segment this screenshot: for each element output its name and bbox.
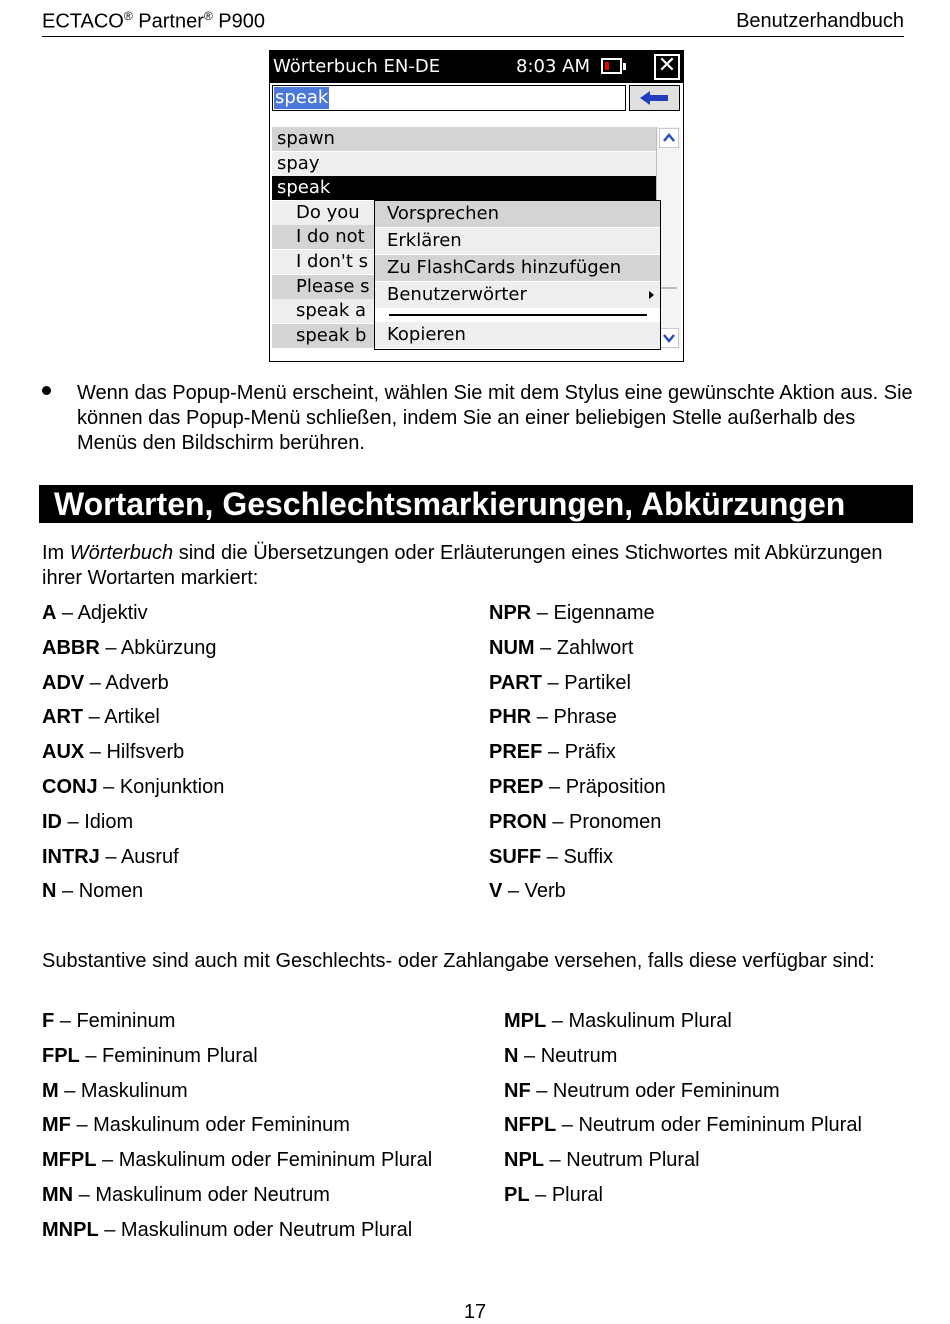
abbreviation-dash: – <box>56 602 78 624</box>
abbreviation-meaning: Plural <box>551 1184 603 1206</box>
device-screenshot <box>269 50 684 362</box>
abbreviation-meaning: Neutrum Plural <box>566 1149 700 1172</box>
intro-text-italic: Wörterbuch <box>69 542 174 564</box>
abbreviation-entry <box>489 810 661 835</box>
abbreviation-dash: – <box>96 1149 119 1172</box>
abbreviation-meaning: Eigenname <box>553 602 655 624</box>
page-number: 17 <box>463 1301 487 1323</box>
abbreviation-code: NPR <box>489 602 532 624</box>
abbreviation-meaning: Neutrum oder Femininum <box>552 1079 780 1102</box>
abbreviation-meaning: Idiom <box>84 810 134 833</box>
abbreviation-entry <box>42 1044 258 1069</box>
word-list-item[interactable]: speak a <box>272 299 656 323</box>
abbreviation-meaning: Neutrum <box>540 1044 618 1067</box>
scroll-down-icon[interactable] <box>659 328 679 348</box>
word-list-item[interactable]: Do you <box>272 201 656 225</box>
abbreviation-code: PHR <box>489 706 532 729</box>
close-icon[interactable]: ✕ <box>654 54 680 80</box>
abbreviation-entry <box>42 775 224 800</box>
abbreviation-entry <box>504 1113 862 1138</box>
abbreviation-dash: – <box>546 810 570 833</box>
abbreviation-code: CONJ <box>42 776 98 798</box>
abbreviation-code: PART <box>489 671 542 694</box>
abbreviation-entry <box>42 1009 175 1034</box>
battery-tip <box>623 63 626 70</box>
device-title-bar <box>270 51 683 83</box>
abbreviation-meaning: Artikel <box>104 706 160 729</box>
abbreviation-dash: – <box>531 706 554 729</box>
device-app-title: Wörterbuch EN-DE <box>273 56 441 77</box>
abbreviation-meaning: Maskulinum oder Neutrum Plural <box>120 1218 413 1241</box>
abbreviation-entry <box>489 601 655 626</box>
abbreviation-entry <box>504 1148 700 1173</box>
abbreviation-meaning: Abkürzung <box>120 636 217 659</box>
abbreviation-code: M <box>42 1079 59 1102</box>
abbreviation-meaning: Adverb <box>105 671 169 694</box>
abbreviation-dash: – <box>530 1079 553 1102</box>
abbreviation-entry <box>504 1044 617 1069</box>
abbreviation-meaning: Adjektiv <box>77 602 148 624</box>
abbreviation-meaning: Maskulinum oder Femininum <box>93 1114 350 1137</box>
abbreviation-entry <box>489 845 613 870</box>
abbreviation-dash: – <box>99 845 121 868</box>
abbreviation-dash: – <box>543 776 566 798</box>
abbreviation-dash: – <box>546 1010 569 1032</box>
model-name: P900 <box>218 10 265 33</box>
abbreviation-dash: – <box>83 706 105 729</box>
popup-menu-item[interactable]: Zu FlashCards hinzufügen <box>375 255 660 281</box>
popup-menu <box>374 200 661 350</box>
abbreviation-code: AUX <box>42 741 85 764</box>
gender-paragraph: Substantive sind auch mit Geschlechts- oder Zahlangabe versehen, falls diese verfügbar sind: <box>42 950 875 972</box>
intro-text-after: sind die Übersetzungen oder Erläuterungen eines Stichwortes mit Abkürzungen ihrer Wortarten markiert: <box>42 542 883 589</box>
abbreviation-dash: – <box>541 671 565 694</box>
abbreviation-meaning: Zahlwort <box>556 636 634 659</box>
abbreviation-dash: – <box>84 741 107 764</box>
popup-menu-item[interactable]: Benutzerwörter <box>375 282 660 308</box>
registered-mark: ® <box>123 9 133 23</box>
abbreviation-code: SUFF <box>489 845 542 868</box>
abbreviation-dash: – <box>99 636 121 659</box>
abbreviation-entry <box>42 705 160 730</box>
abbreviation-code: MPL <box>504 1010 547 1032</box>
word-list-item[interactable]: speak <box>272 176 656 200</box>
abbreviation-entry <box>42 1183 330 1208</box>
abbreviation-entry <box>42 879 143 904</box>
abbreviation-code: FPL <box>42 1044 80 1067</box>
abbreviation-entry <box>489 705 617 730</box>
abbreviation-meaning: Femininum Plural <box>102 1044 258 1067</box>
abbreviation-meaning: Maskulinum oder Neutrum <box>95 1184 330 1206</box>
popup-menu-item[interactable]: Kopieren <box>375 322 660 348</box>
popup-menu-item[interactable]: Erklären <box>375 228 660 254</box>
abbreviation-dash: – <box>531 602 554 624</box>
abbreviation-dash: – <box>542 741 565 764</box>
abbreviation-entry <box>42 1079 188 1104</box>
abbreviation-entry <box>42 636 217 661</box>
abbreviation-meaning: Pronomen <box>569 810 662 833</box>
scroll-thumb[interactable] <box>661 287 677 289</box>
device-clock: 8:03 AM <box>516 56 590 77</box>
battery-icon <box>601 58 622 74</box>
abbreviation-dash: – <box>70 1114 94 1137</box>
abbreviation-dash: – <box>84 671 106 694</box>
abbreviation-meaning: Konjunktion <box>119 776 225 798</box>
abbreviation-entry <box>489 740 616 765</box>
submenu-arrow-icon <box>649 291 654 299</box>
abbreviation-meaning: Präposition <box>565 776 666 798</box>
abbreviation-code: NPL <box>504 1149 544 1172</box>
abbreviation-code: MF <box>42 1114 71 1137</box>
abbreviation-meaning: Phrase <box>553 706 617 729</box>
word-list-item[interactable]: spay <box>272 152 656 176</box>
scroll-up-icon[interactable] <box>659 128 679 148</box>
abbreviation-dash: – <box>502 880 525 903</box>
abbreviation-code: NF <box>504 1079 531 1102</box>
abbreviation-code: PRON <box>489 810 547 833</box>
abbreviation-dash: – <box>544 1149 567 1172</box>
abbreviation-entry <box>504 1079 780 1104</box>
word-list-item[interactable]: I don't s <box>272 250 656 274</box>
abbreviation-code: NUM <box>489 636 535 659</box>
abbreviation-dash: – <box>58 1079 81 1102</box>
abbreviation-meaning: Präfix <box>564 741 616 764</box>
abbreviation-code: PREP <box>489 776 544 798</box>
abbreviation-code: ADV <box>42 671 85 694</box>
running-header-product <box>42 9 265 34</box>
running-header-title: Benutzerhandbuch <box>736 10 904 32</box>
abbreviation-dash: – <box>56 880 79 903</box>
intro-text-before: Im <box>42 542 70 564</box>
abbreviation-code: PREF <box>489 741 543 764</box>
abbreviation-meaning: Partikel <box>564 671 631 694</box>
abbreviation-code: ART <box>42 706 84 729</box>
arrow-left-icon <box>640 91 670 105</box>
abbreviation-dash: – <box>541 845 564 868</box>
abbreviation-dash: – <box>556 1114 579 1137</box>
word-list-item[interactable]: spawn <box>272 127 656 151</box>
abbreviation-meaning: Hilfsverb <box>106 741 185 764</box>
abbreviation-code: F <box>42 1010 55 1032</box>
abbreviation-dash: – <box>73 1184 96 1206</box>
abbreviation-meaning: Suffix <box>563 845 614 868</box>
abbreviation-dash: – <box>97 776 120 798</box>
abbreviation-code: ABBR <box>42 636 100 659</box>
abbreviation-entry <box>42 845 179 870</box>
bullet-icon <box>42 386 51 395</box>
abbreviation-entry <box>42 671 169 696</box>
abbreviation-code: INTRJ <box>42 845 100 868</box>
abbreviation-meaning: Verb <box>524 880 566 903</box>
abbreviation-entry <box>42 601 148 626</box>
abbreviation-dash: – <box>529 1184 552 1206</box>
abbreviation-dash: – <box>534 636 557 659</box>
abbreviation-entry <box>489 879 566 904</box>
abbreviation-meaning: Maskulinum <box>80 1079 188 1102</box>
abbreviation-meaning: Femininum <box>76 1010 176 1032</box>
abbreviation-entry <box>42 1148 432 1173</box>
abbreviation-dash: – <box>62 810 85 833</box>
brand-name: ECTACO <box>42 10 124 33</box>
enter-button[interactable] <box>629 85 680 111</box>
word-list-item[interactable]: I do not <box>272 225 656 249</box>
abbreviation-code: N <box>504 1044 519 1067</box>
abbreviation-meaning: Maskulinum Plural <box>568 1010 732 1032</box>
header-rule <box>42 36 904 37</box>
abbreviation-code: MNPL <box>42 1218 99 1241</box>
abbreviation-code: MFPL <box>42 1149 97 1172</box>
abbreviation-code: A <box>42 602 57 624</box>
abbreviation-entry <box>42 810 133 835</box>
abbreviation-dash: – <box>518 1044 541 1067</box>
abbreviation-dash: – <box>54 1010 77 1032</box>
product-name: Partner <box>138 10 204 33</box>
abbreviation-meaning: Neutrum oder Femininum Plural <box>578 1114 862 1137</box>
abbreviation-entry <box>489 671 631 696</box>
abbreviation-code: V <box>489 880 503 903</box>
abbreviation-entry <box>489 636 634 661</box>
bullet-paragraph: Wenn das Popup-Menü erscheint, wählen Sie mit dem Stylus eine gewünschte Aktion aus. Sie können das Popup-Menü schließen, indem Sie an einer beliebigen Stelle außerhalb des Menüs den Bildschirm berühren. <box>77 382 913 454</box>
abbreviation-dash: – <box>79 1044 103 1067</box>
abbreviation-entry <box>42 1113 350 1138</box>
intro-paragraph <box>42 541 912 591</box>
abbreviation-code: ID <box>42 810 62 833</box>
popup-menu-item[interactable]: Vorsprechen <box>375 201 660 227</box>
abbreviation-code: MN <box>42 1184 74 1206</box>
abbreviation-code: NFPL <box>504 1114 557 1137</box>
search-input-value: speak <box>275 87 329 108</box>
abbreviation-entry <box>504 1009 732 1034</box>
word-list-item[interactable]: Please s <box>272 275 656 299</box>
abbreviation-code: PL <box>504 1184 530 1206</box>
abbreviation-meaning: Maskulinum oder Femininum Plural <box>118 1149 433 1172</box>
abbreviation-meaning: Ausruf <box>120 845 179 868</box>
abbreviation-code: N <box>42 880 57 903</box>
abbreviation-entry <box>504 1183 603 1208</box>
abbreviation-entry <box>489 775 666 800</box>
section-heading: Wortarten, Geschlechtsmarkierungen, Abkürzungen <box>39 485 913 523</box>
abbreviation-entry <box>42 1218 412 1243</box>
abbreviation-dash: – <box>98 1218 121 1241</box>
abbreviation-meaning: Nomen <box>78 880 144 903</box>
abbreviation-entry <box>42 740 184 765</box>
word-list-item[interactable]: speak b <box>272 324 656 348</box>
popup-separator <box>389 314 647 316</box>
registered-mark: ® <box>203 9 213 23</box>
search-input[interactable] <box>272 85 626 111</box>
